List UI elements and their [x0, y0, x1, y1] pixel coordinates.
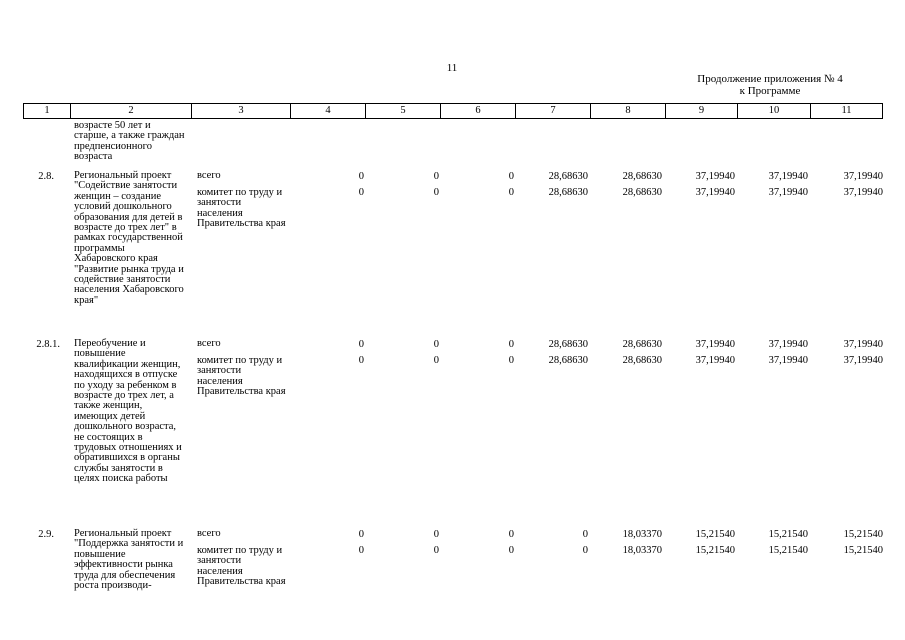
executor-committee: комитет по труду и занятости населения Правительства края [197, 545, 286, 588]
carryover-text: возрасте 50 лет и старше, а также граждан предпенсионного возраста [74, 120, 185, 163]
cell-value: 28,68630 [548, 355, 588, 366]
cell-value: 18,03370 [622, 545, 662, 556]
cell-value: 0 [508, 355, 514, 366]
col-header-7: 7 [550, 105, 556, 116]
cell-value: 0 [508, 529, 514, 540]
cell-value: 37,19940 [843, 187, 883, 198]
cell-value: 37,19940 [695, 355, 735, 366]
cell-value: 0 [358, 339, 364, 350]
col-header-5: 5 [400, 105, 406, 116]
cell-value: 37,19940 [768, 355, 808, 366]
cell-value: 37,19940 [768, 339, 808, 350]
cell-value: 28,68630 [548, 339, 588, 350]
cell-value: 0 [433, 171, 439, 182]
executor-total: всего [197, 528, 221, 539]
cell-value: 37,19940 [695, 171, 735, 182]
col-header-2: 2 [128, 105, 134, 116]
row-name: Переобучение и повышение квалификации женщин, находящихся в отпуске по уходу за ребенком в возрасте до трех лет, а также женщин, имеющих детей дошкольного возраста, не состоящих в трудовых отношениях и обратившихся в органы службы занятости в целях поиска работы [74, 338, 182, 485]
cell-value: 0 [508, 171, 514, 182]
cell-value: 28,68630 [622, 355, 662, 366]
cell-value: 37,19940 [768, 187, 808, 198]
row-name: Региональный проект "Поддержка занятости и повышение эффективности рынка труда для обеспечения роста производи- [74, 528, 184, 592]
cell-value: 15,21540 [843, 545, 883, 556]
cell-value: 0 [582, 545, 588, 556]
cell-value: 0 [582, 529, 588, 540]
col-header-1: 1 [44, 105, 50, 116]
cell-value: 0 [358, 355, 364, 366]
cell-value: 15,21540 [695, 545, 735, 556]
page-number: 11 [446, 62, 458, 74]
continuation-header [670, 73, 870, 97]
col-header-10: 10 [768, 105, 780, 116]
col-header-11: 11 [841, 105, 852, 116]
cell-value: 37,19940 [695, 187, 735, 198]
col-header-9: 9 [698, 105, 705, 116]
executor-total: всего [197, 338, 221, 349]
cell-value: 37,19940 [768, 171, 808, 182]
cell-value: 37,19940 [843, 339, 883, 350]
cell-value: 37,19940 [843, 171, 883, 182]
cell-value: 0 [433, 529, 439, 540]
cell-value: 0 [433, 339, 439, 350]
cell-value: 15,21540 [843, 529, 883, 540]
cell-value: 15,21540 [768, 545, 808, 556]
cell-value: 28,68630 [548, 171, 588, 182]
cell-value: 37,19940 [843, 355, 883, 366]
col-header-3: 3 [238, 105, 244, 116]
cell-value: 28,68630 [622, 187, 662, 198]
row-number: 2.9. [38, 529, 54, 540]
cell-value: 0 [433, 355, 439, 366]
cell-value: 28,68630 [622, 339, 662, 350]
col-header-8: 8 [625, 105, 631, 116]
cell-value: 28,68630 [548, 187, 588, 198]
cell-value: 37,19940 [695, 339, 735, 350]
cell-value: 0 [358, 529, 364, 540]
row-name: Региональный проект "Содействие занятости женщин – создание условий дошкольного образования для детей в возрасте до трех лет" в рамках государственной программы Хабаровского края "Развитие рынка труда и содействие занятости населения Хабаровского края" [74, 170, 184, 306]
cell-value: 0 [358, 171, 364, 182]
continuation-line-2: к Программе [739, 85, 801, 97]
executor-committee: комитет по труду и занятости населения Правительства края [197, 355, 286, 398]
cell-value: 0 [433, 187, 439, 198]
cell-value: 0 [508, 187, 514, 198]
col-header-4: 4 [325, 105, 331, 116]
cell-value: 0 [508, 339, 514, 350]
row-number: 2.8. [38, 171, 54, 182]
cell-value: 0 [433, 545, 439, 556]
col-header-6: 6 [475, 105, 481, 116]
executor-committee: комитет по труду и занятости населения Правительства края [197, 187, 286, 230]
cell-value: 28,68630 [622, 171, 662, 182]
table-header-row [23, 103, 883, 119]
cell-value: 0 [358, 187, 364, 198]
row-number: 2.8.1. [36, 339, 60, 350]
cell-value: 18,03370 [622, 529, 662, 540]
cell-value: 15,21540 [768, 529, 808, 540]
cell-value: 0 [508, 545, 514, 556]
cell-value: 15,21540 [695, 529, 735, 540]
executor-total: всего [197, 170, 221, 181]
cell-value: 0 [358, 545, 364, 556]
continuation-line-1: Продолжение приложения № 4 [697, 73, 843, 85]
